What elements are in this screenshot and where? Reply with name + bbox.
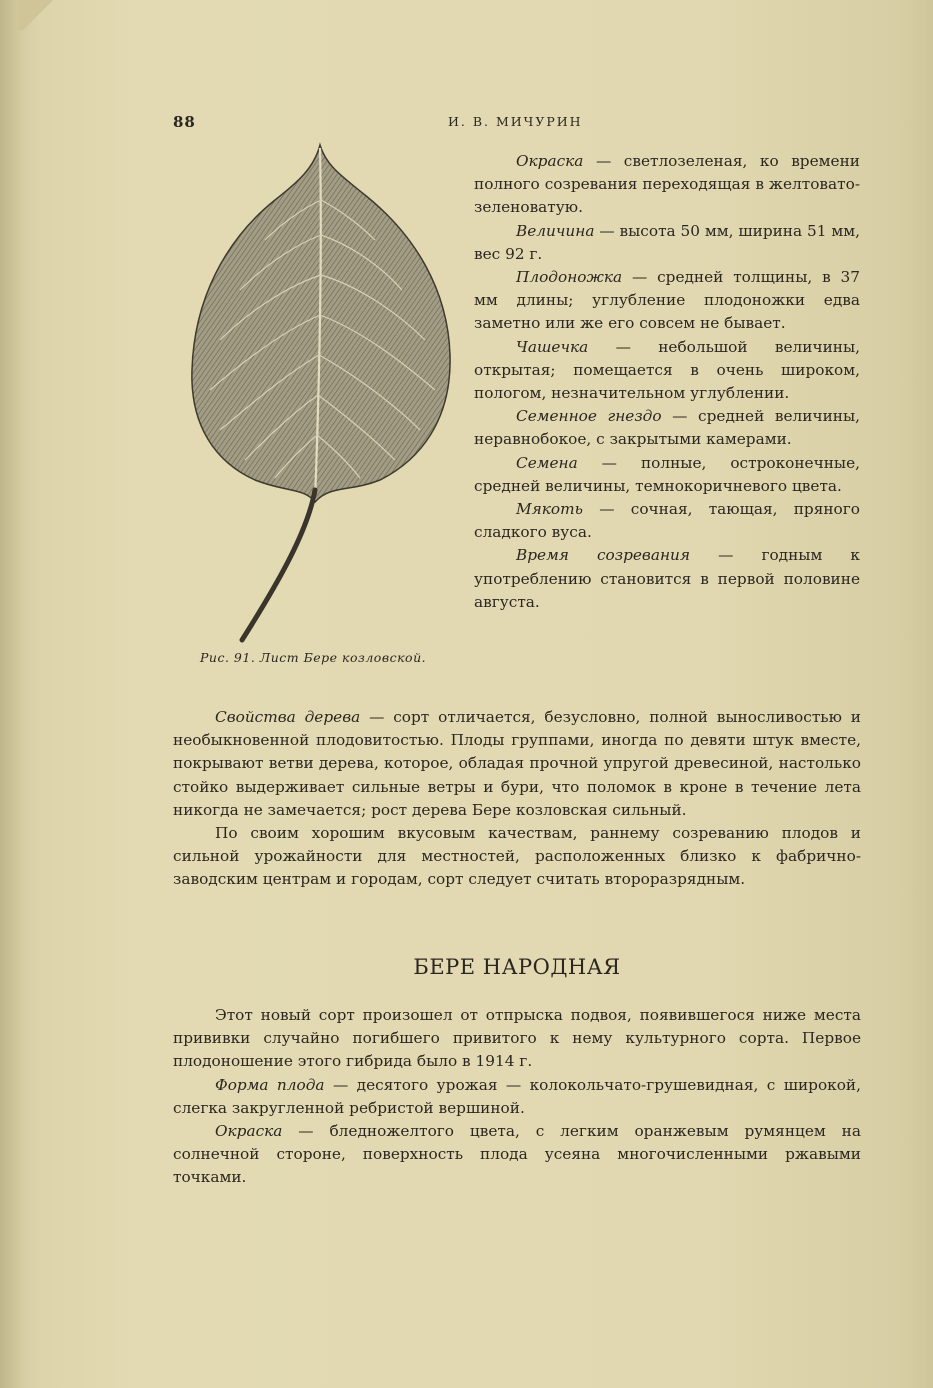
pear-leaf-illustration [180, 140, 470, 650]
paragraph [474, 336, 860, 406]
section-heading: БЕРЕ НАРОДНАЯ [413, 955, 621, 979]
leaf-figure [180, 140, 470, 680]
page-corner-fold [18, 0, 58, 30]
paragraph-text: — светлозеленая, ко времени полного созревания переходящая в желтовато-зеленоватую. [474, 152, 860, 217]
paragraph [474, 220, 860, 266]
main-text-block-2 [173, 1004, 861, 1190]
paragraph-term: Семена [516, 453, 578, 472]
paragraph [474, 544, 860, 614]
main-text-block-1 [173, 706, 861, 892]
paragraph [474, 498, 860, 544]
paragraph [474, 150, 860, 220]
paragraph-text: — сорт отличается, безусловно, полной выносливостью и необыкновенной плодовитостью. Плоды группами, иногда по девяти штук вместе, покрывают ветви дерева, которое, обладая прочной упругой древесиной, настолько стойко выдерживает сильные ветры и бури, что поломок в кроне в течение лета никогда не замечается; рост дерева Бере козловская сильный. [173, 708, 861, 819]
paragraph-term: Мякоть [516, 500, 583, 519]
paragraph-text: — сочная, тающая, пряного сладкого вуса. [474, 500, 860, 542]
paragraph-term: Плодоножка [516, 268, 623, 287]
paragraph-term: Величина [516, 221, 595, 240]
paragraph [173, 1120, 861, 1190]
paragraph-text: — бледножелтого цвета, с легким оранжевым румянцем на солнечной стороне, поверхность плода усеяна многочисленными ржавыми точками. [173, 1122, 861, 1187]
paragraph-text: — средней толщины, в 37 мм длины; углубление плодоножки едва заметно или же его совсем не бывает. [474, 268, 860, 333]
paragraph-text: По своим хорошим вкусовым качествам, раннему созреванию плодов и сильной урожайности для местностей, расположенных близко к фабрично-заводским центрам и городам, сорт следует считать второразрядным. [173, 824, 861, 889]
paragraph [474, 266, 860, 336]
paragraph-text: — полные, остроконечные, средней величины, темнокоричневого цвета. [474, 453, 860, 495]
paragraph-term: Окраска [516, 152, 584, 170]
paragraph-term: Окраска [215, 1122, 283, 1141]
paragraph [474, 452, 860, 498]
paragraph-term: Семенное гнездо [516, 407, 662, 426]
paragraph-text: Этот новый сорт произошел от отпрыска подвоя, появившегося ниже места прививки случайно погибшего привитого к нему культурного сорта. Первое плодоношение этого гибрида было в 1914 г. [173, 1006, 861, 1071]
running-head: И. В. МИЧУРИН [448, 114, 583, 129]
page-number: 88 [173, 113, 196, 131]
paragraph [173, 1074, 861, 1120]
paragraph-term: Форма плода [215, 1075, 325, 1094]
paragraph-text: — десятого урожая — колокольчато-грушевидная, с широкой, слегка закругленной ребристой вершиной. [173, 1075, 861, 1117]
paragraph [474, 405, 860, 451]
paragraph-term: Время созревания [516, 546, 691, 565]
paragraph-term: Чашечка [516, 337, 589, 356]
paragraph-text: — средней величины, неравнобокое, с закрытыми камерами. [474, 407, 860, 449]
paragraph-term: Свойства дерева [215, 708, 361, 726]
paragraph [173, 1004, 861, 1074]
right-column-text [474, 150, 860, 614]
paragraph [173, 706, 861, 822]
paragraph-text: — высота 50 мм, ширина 51 мм, вес 92 г. [474, 221, 860, 263]
paragraph-text: — годным к употреблению становится в первой половине августа. [474, 546, 860, 611]
leaf-petiole [242, 490, 315, 640]
paragraph-text: — небольшой величины, открытая; помещается в очень широком, пологом, незначительном углублении. [474, 337, 860, 403]
figure-caption: Рис. 91. Лист Бере козловской. [200, 650, 427, 665]
paragraph [173, 822, 861, 892]
